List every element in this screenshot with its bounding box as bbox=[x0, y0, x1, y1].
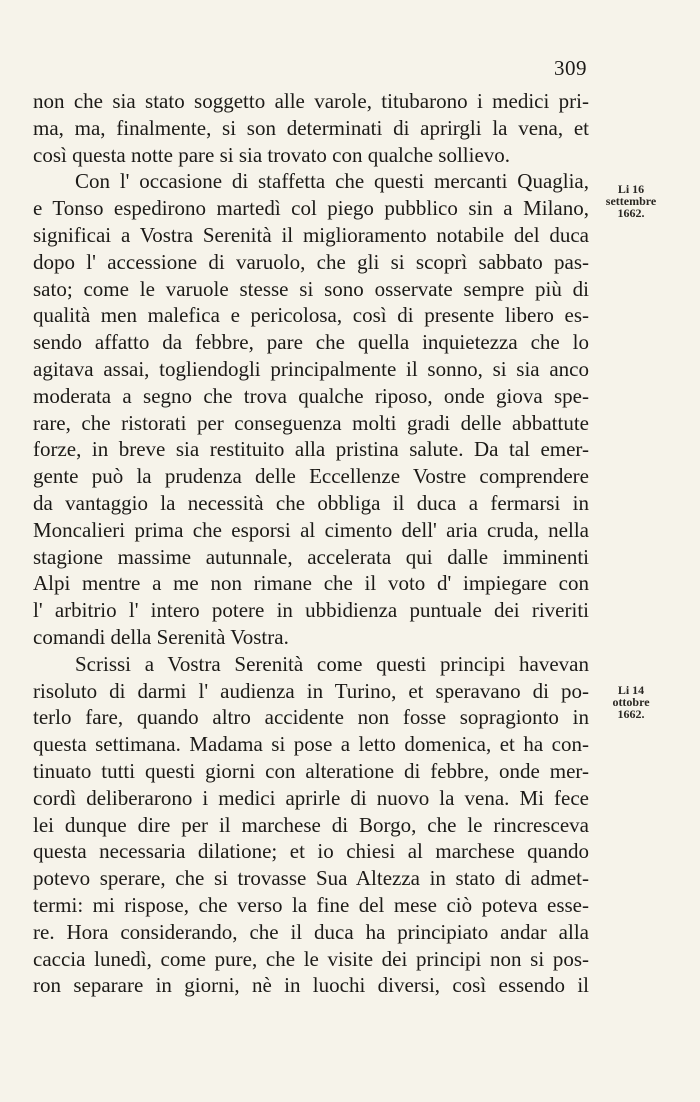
margin-note-day: Li 16 bbox=[617, 182, 645, 196]
text-line: moderata a segno che trova qualche riposo, onde giova spe- bbox=[33, 383, 589, 408]
margin-date-note bbox=[598, 183, 664, 219]
text-line: sendo affatto da febbre, pare che quella inquietezza che lo bbox=[33, 330, 589, 355]
text-line: risoluto di darmi l' audienza in Turino, et speravano di po- bbox=[33, 678, 589, 703]
text-line: e Tonso espedirono martedì col piego pubblico sin a Milano, bbox=[33, 196, 589, 221]
margin-note-month: ottobre bbox=[612, 695, 650, 709]
margin-date-note bbox=[598, 684, 664, 720]
text-line: da vantaggio la necessità che obbliga il duca a fermarsi in bbox=[33, 490, 589, 515]
text-line: rare, che ristorati per conseguenza molti gradi delle abbattute bbox=[33, 410, 589, 435]
text-line: cordì deliberarono i medici aprirle di nuovo la vena. Mi fece bbox=[33, 785, 589, 810]
text-line: agitava assai, togliendogli principalmente il sonno, si sia anco bbox=[33, 356, 589, 381]
text-line: ma, ma, finalmente, si son determinati di aprirgli la vena, et bbox=[33, 115, 589, 140]
text-line: questa settimana. Madama si pose a letto domenica, et ha con- bbox=[33, 732, 589, 757]
margin-note-month: settembre bbox=[605, 194, 657, 208]
text-line: lei dunque dire per il marchese di Borgo, che le rincresceva bbox=[33, 812, 589, 837]
text-line: potevo sperare, che si trovasse Sua Altezza in stato di admet- bbox=[33, 866, 589, 891]
text-line: l' arbitrio l' intero potere in ubbidienza puntuale dei riveriti bbox=[33, 598, 589, 623]
text-line: dopo l' accessione di varuolo, che gli si scoprì sabbato pas- bbox=[33, 249, 589, 274]
text-line: Moncalieri prima che esporsi al cimento dell' aria cruda, nella bbox=[33, 517, 589, 542]
text-line: Con l' occasione di staffetta che questi mercanti Quaglia, bbox=[75, 169, 589, 194]
text-line: termi: mi rispose, che verso la fine del mese ciò poteva esse- bbox=[33, 892, 589, 917]
text-line: questa necessaria dilatione; et io chiesi al marchese quando bbox=[33, 839, 589, 864]
text-line: tinuato tutti questi giorni con alteratione di febbre, onde mer- bbox=[33, 758, 589, 783]
text-line: stagione massime autunnale, accelerata qui dalle imminenti bbox=[33, 544, 589, 569]
text-line: gente può la prudenza delle Eccellenze Vostre comprendere bbox=[33, 464, 589, 489]
page-number: 309 bbox=[554, 56, 587, 80]
text-line: terlo fare, quando altro accidente non fosse sopragionto in bbox=[33, 705, 589, 730]
text-line: re. Hora considerando, che il duca ha principiato andar alla bbox=[33, 919, 589, 944]
text-line: così questa notte pare si sia trovato con qualche sollievo. bbox=[33, 142, 511, 167]
text-line: Scrissi a Vostra Serenità come questi principi havevan bbox=[75, 651, 589, 676]
text-line: comandi della Serenità Vostra. bbox=[33, 624, 289, 649]
text-line: caccia lunedì, come pure, che le visite dei principi non si pos- bbox=[33, 946, 589, 971]
margin-note-year: 1662. bbox=[617, 707, 645, 721]
text-line: sato; come le varuole stesse si sono osservate sempre più di bbox=[33, 276, 589, 301]
text-line: significai a Vostra Serenità il miglioramento notabile del duca bbox=[33, 222, 589, 247]
text-line: forze, in breve sia restituito alla pristina salute. Da tal emer- bbox=[33, 437, 589, 462]
text-line: non che sia stato soggetto alle varole, titubarono i medici pri- bbox=[33, 89, 589, 113]
text-line: qualità men malefica e pericolosa, così di presente libero es- bbox=[33, 303, 589, 328]
text-line: Alpi mentre a me non rimane che il voto d' impiegare con bbox=[33, 571, 589, 596]
margin-note-day: Li 14 bbox=[617, 683, 645, 697]
body-text bbox=[33, 88, 589, 999]
text-line: ron separare in giorni, nè in luochi diversi, così essendo il bbox=[33, 973, 589, 998]
margin-note-year: 1662. bbox=[617, 206, 645, 220]
